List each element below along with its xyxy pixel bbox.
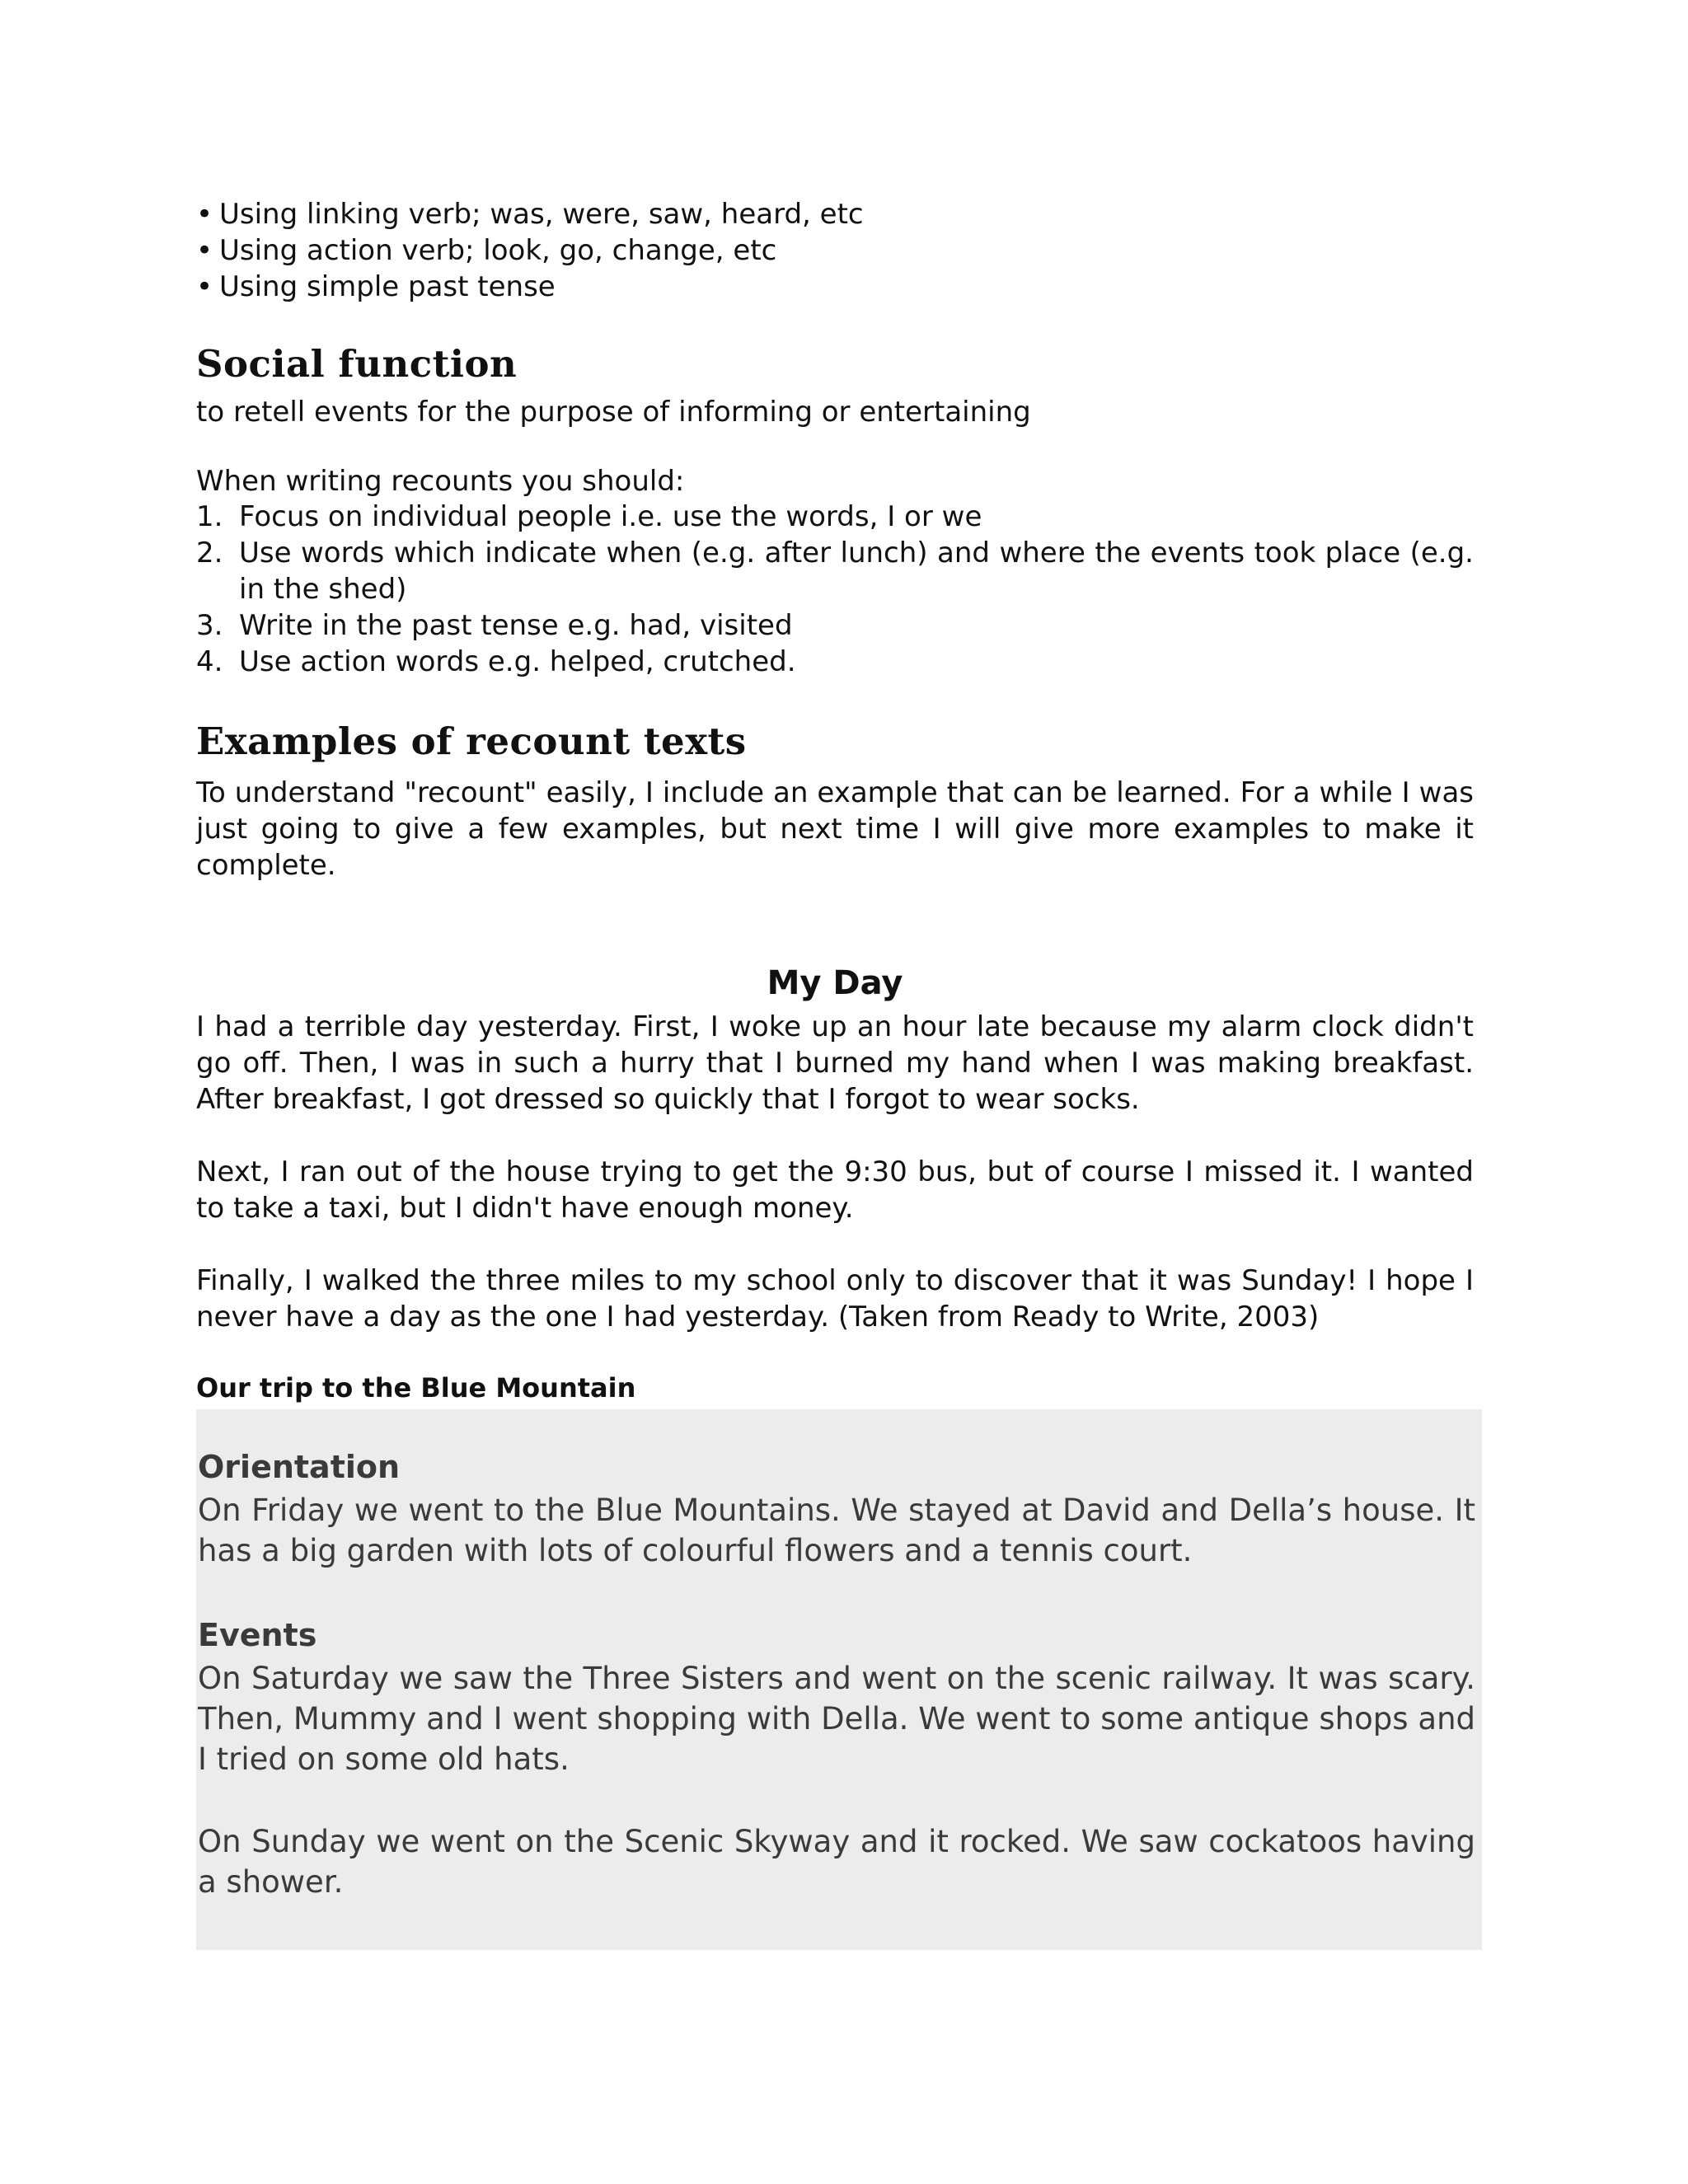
examples-heading: Examples of recount texts (196, 719, 747, 763)
list-number: 2. (196, 537, 223, 569)
list-item (196, 535, 1474, 607)
events-paragraph-2: On Sunday we went on the Scenic Skyway and it rocked. We saw cockatoos having a shower. (198, 1824, 1475, 1900)
list-item-text: Use action words e.g. helped, crutched. (239, 645, 796, 678)
orientation-heading: Orientation (198, 1449, 401, 1485)
list-item-text: Use words which indicate when (e.g. after lunch) and where the events took place (e.g. in the shed) (239, 537, 1474, 606)
recount-example-box (196, 1409, 1482, 1950)
list-item (196, 644, 1474, 680)
bullet-icon: • (196, 234, 213, 267)
examples-text: To understand "recount" easily, I include an example that can be learned. For a while I was just going to give a few examples, but next time I will give more examples to make it complete. (196, 776, 1474, 882)
list-item (196, 499, 1474, 535)
list-item-text: Focus on individual people i.e. use the words, I or we (239, 500, 982, 533)
list-number: 4. (196, 645, 223, 678)
language-features-list (196, 196, 1474, 305)
bullet-icon: • (196, 198, 213, 231)
list-item-text: Write in the past tense e.g. had, visited (239, 609, 793, 642)
bullet-icon: • (196, 270, 213, 303)
blue-mountain-title: Our trip to the Blue Mountain (196, 1372, 636, 1404)
orientation-text: On Friday we went to the Blue Mountains. We stayed at David and Della’s house. It has a big garden with lots of colourful flowers and a tennis court. (198, 1493, 1475, 1568)
list-item (196, 232, 1474, 269)
social-function-text: to retell events for the purpose of informing or entertaining (196, 396, 1031, 429)
social-function-heading: Social function (196, 342, 518, 386)
my-day-paragraph-1: I had a terrible day yesterday. First, I woke up an hour late because my alarm clock didn't go off. Then, I was in such a hurry that I burned my hand when I was making breakfast. After breakfast, I got dressed so quickly that I forgot to wear socks. (196, 1010, 1474, 1116)
list-number: 3. (196, 609, 223, 642)
list-item-text: Using action verb; look, go, change, etc (219, 234, 777, 267)
writing-tips-intro: When writing recounts you should: (196, 465, 685, 498)
my-day-title: My Day (767, 964, 903, 1002)
list-item-text: Using simple past tense (219, 270, 556, 303)
my-day-paragraph-3: Finally, I walked the three miles to my school only to discover that it was Sunday! I hope I never have a day as the one I had yesterday. (Taken from Ready to Write, 2003) (196, 1264, 1474, 1333)
events-paragraph-1: On Saturday we saw the Three Sisters and went on the scenic railway. It was scary. Then, Mummy and I went shopping with Della. We went to some antique shops and I tried on some old hats. (198, 1661, 1475, 1777)
list-item (196, 196, 1474, 232)
events-heading: Events (198, 1617, 317, 1653)
list-item (196, 269, 1474, 305)
list-item (196, 607, 1474, 644)
list-number: 1. (196, 500, 223, 533)
writing-tips-list (196, 499, 1474, 680)
my-day-paragraph-2: Next, I ran out of the house trying to get the 9:30 bus, but of course I missed it. I wanted to take a taxi, but I didn't have enough money. (196, 1155, 1474, 1225)
list-item-text: Using linking verb; was, were, saw, heard, etc (219, 198, 864, 231)
